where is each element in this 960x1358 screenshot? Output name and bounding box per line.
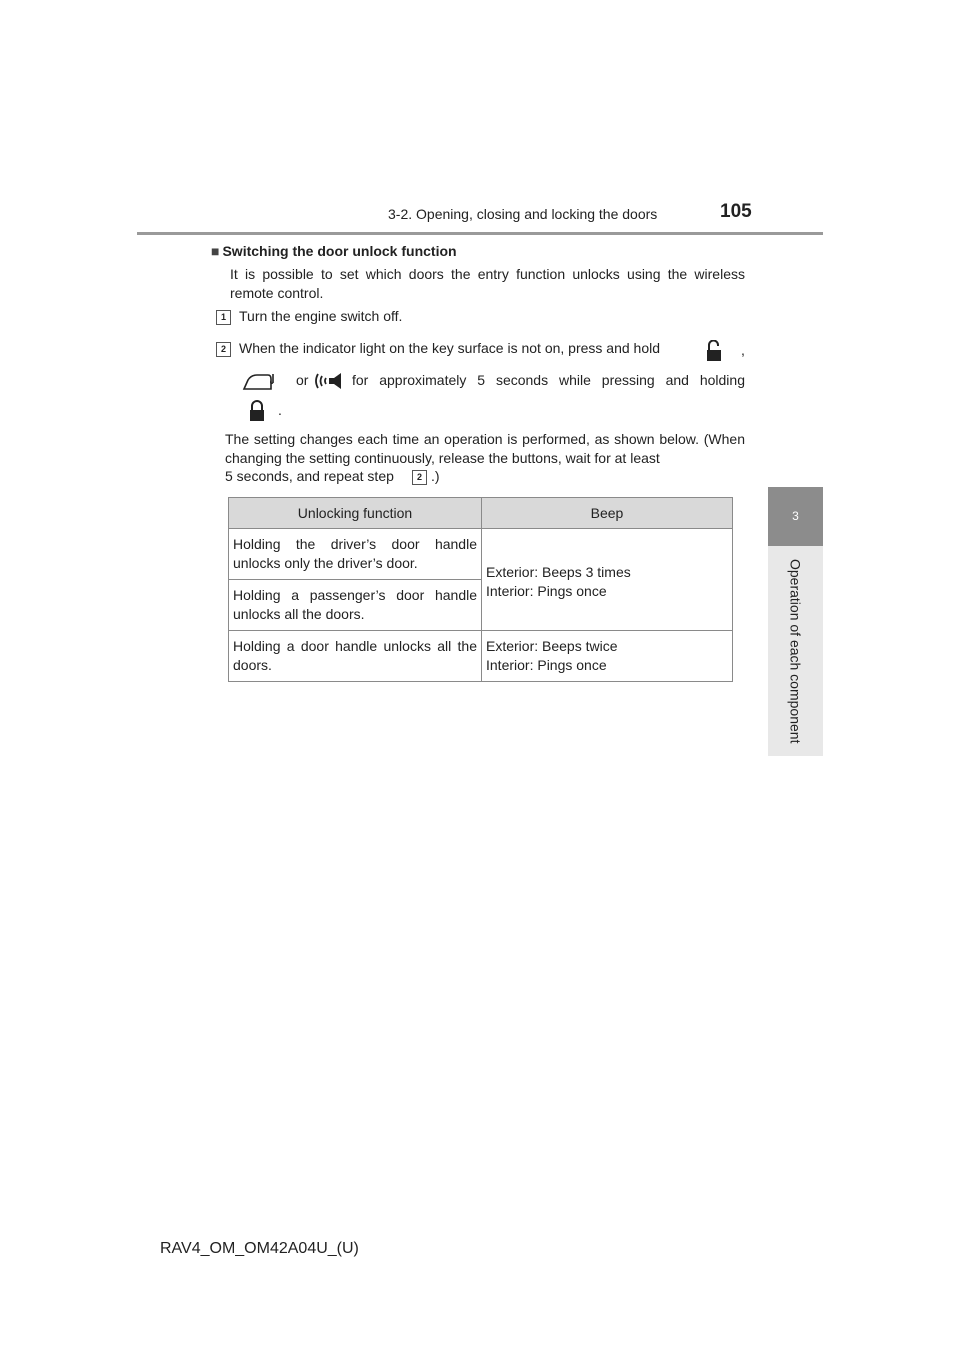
- step-2-period: .: [278, 402, 282, 418]
- beep-interior: Interior: Pings once: [486, 582, 607, 599]
- document-code: RAV4_OM_OM42A04U_(U): [160, 1240, 359, 1257]
- intro-paragraph: It is possible to set which doors the entry function unlocks using the wireless remote control.: [230, 266, 745, 301]
- page-number: 105: [720, 201, 752, 222]
- note-paragraph: The setting changes each time an operation is performed, as shown below. (When changing the setting continuously, release the buttons, wait for at least: [225, 431, 745, 466]
- header-divider: [137, 232, 823, 235]
- or-word: or: [296, 372, 309, 388]
- step-2-continuation: for approximately 5 seconds while pressing and holding: [352, 372, 745, 388]
- unlock-function-table: [228, 497, 733, 682]
- chapter-title: Operation of each component: [787, 558, 804, 744]
- section-title: [211, 243, 457, 259]
- back-door-icon: [242, 372, 278, 397]
- section-title-marker: ■: [211, 243, 220, 259]
- step-2-reference-badge: 2: [412, 470, 427, 485]
- table-row: [229, 529, 733, 580]
- step-2-comma: ,: [741, 342, 745, 358]
- beep-interior: Interior: Pings once: [486, 657, 607, 673]
- step-2-text: When the indicator light on the key surface is not on, press and hold: [239, 340, 661, 356]
- table-cell-function: Holding a door handle unlocks all the doors.: [229, 631, 482, 682]
- table-header-beep: Beep: [482, 498, 733, 529]
- table-row: [229, 631, 733, 682]
- table-header-function: Unlocking function: [229, 498, 482, 529]
- chapter-title-container: [768, 546, 823, 756]
- table-cell-function: Holding a passenger’s door handle unlocks all the doors.: [229, 580, 482, 631]
- lock-icon: [249, 400, 265, 427]
- section-title-text: Switching the door unlock function: [222, 243, 457, 259]
- note-last-line: 5 seconds, and repeat step: [225, 468, 394, 484]
- unlock-icon: [706, 340, 722, 367]
- step-1-text: Turn the engine switch off.: [239, 308, 403, 324]
- panic-icon: [314, 371, 346, 396]
- table-cell-beep: [482, 631, 733, 682]
- chapter-number: 3: [792, 509, 799, 523]
- note-line-end: .): [431, 468, 440, 484]
- beep-exterior: Exterior: Beeps twice: [486, 638, 618, 654]
- table-cell-beep-merged: [482, 529, 733, 631]
- table-header-row: [229, 498, 733, 529]
- beep-exterior: Exterior: Beeps 3 times: [486, 563, 631, 580]
- running-header-section: 3-2. Opening, closing and locking the doors: [388, 206, 658, 222]
- table-cell-function: Holding the driver’s door handle unlocks only the driver’s door.: [229, 529, 482, 580]
- step-1-badge: 1: [216, 310, 231, 325]
- step-2-badge: 2: [216, 342, 231, 357]
